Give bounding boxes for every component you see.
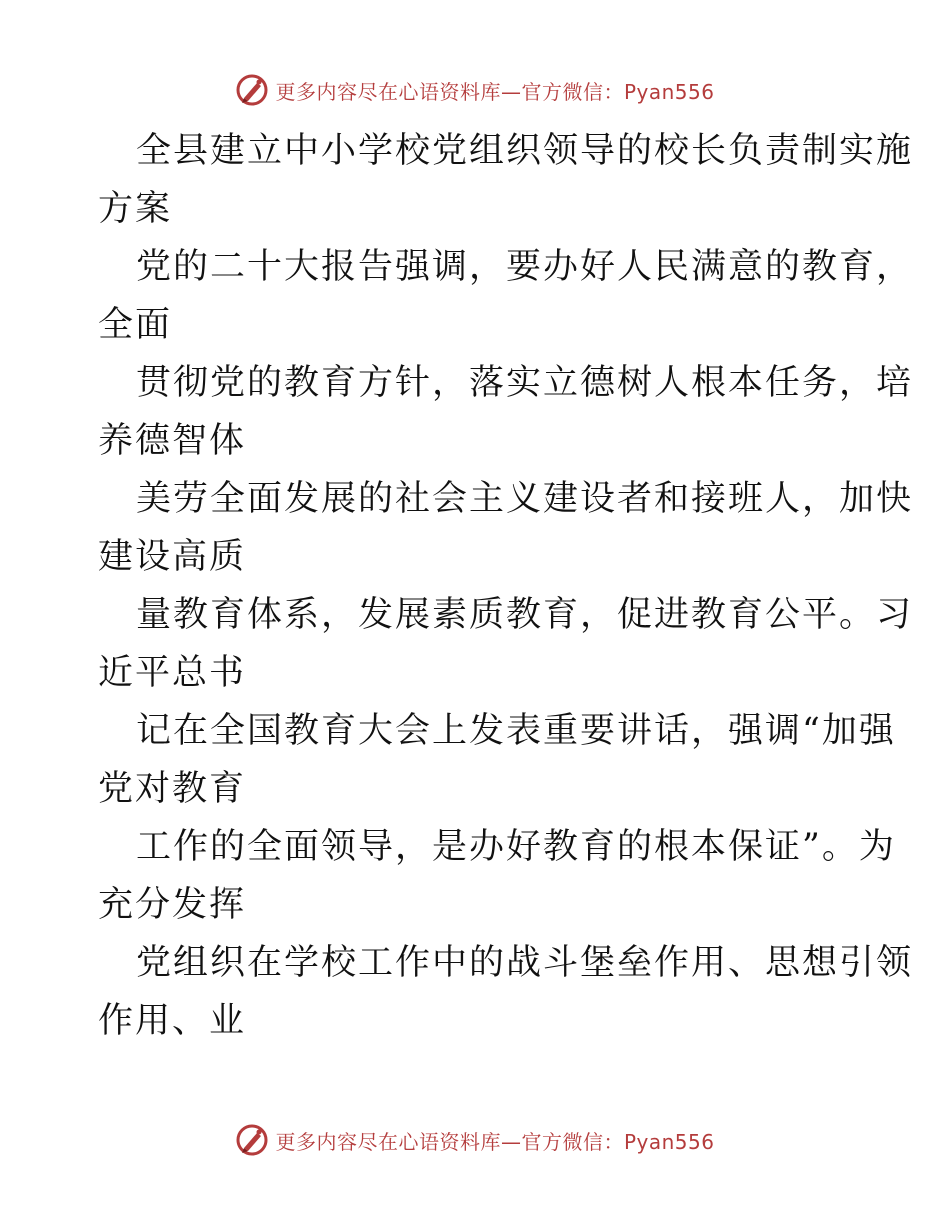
text-line: 近平总书 <box>98 653 247 693</box>
text-line: 量教育体系，发展素质教育，促进教育公平。习 <box>136 595 914 635</box>
text-line: 美劳全面发展的社会主义建设者和接班人，加快 <box>136 479 914 519</box>
text-line: 作用、业 <box>98 1001 247 1041</box>
pen-seal-logo-icon <box>235 1123 269 1157</box>
footer-banner-text: 更多内容尽在心语资料库—官方微信：Pyan556 <box>275 1129 715 1154</box>
text-line: 养德智体 <box>98 421 247 461</box>
text-line: 全县建立中小学校党组织领导的校长负责制实施 <box>136 131 914 171</box>
header-banner-text: 更多内容尽在心语资料库—官方微信：Pyan556 <box>275 79 715 104</box>
text-line: 充分发挥 <box>98 885 247 925</box>
header-banner <box>0 70 950 110</box>
text-line: 全面 <box>98 305 173 345</box>
footer-banner <box>0 1120 950 1160</box>
text-line: 方案 <box>98 189 173 229</box>
text-line: 党的二十大报告强调，要办好人民满意的教育， <box>136 247 914 287</box>
text-line: 党对教育 <box>98 769 247 809</box>
text-line: 工作的全面领导，是办好教育的根本保证”。为 <box>136 827 896 867</box>
text-line: 贯彻党的教育方针，落实立德树人根本任务，培 <box>136 363 914 403</box>
text-line: 党组织在学校工作中的战斗堡垒作用、思想引领 <box>136 943 914 983</box>
document-body <box>98 122 914 1050</box>
text-line: 记在全国教育大会上发表重要讲话，强调“加强 <box>136 711 896 751</box>
text-line: 建设高质 <box>98 537 247 577</box>
pen-seal-logo-icon <box>235 73 269 107</box>
